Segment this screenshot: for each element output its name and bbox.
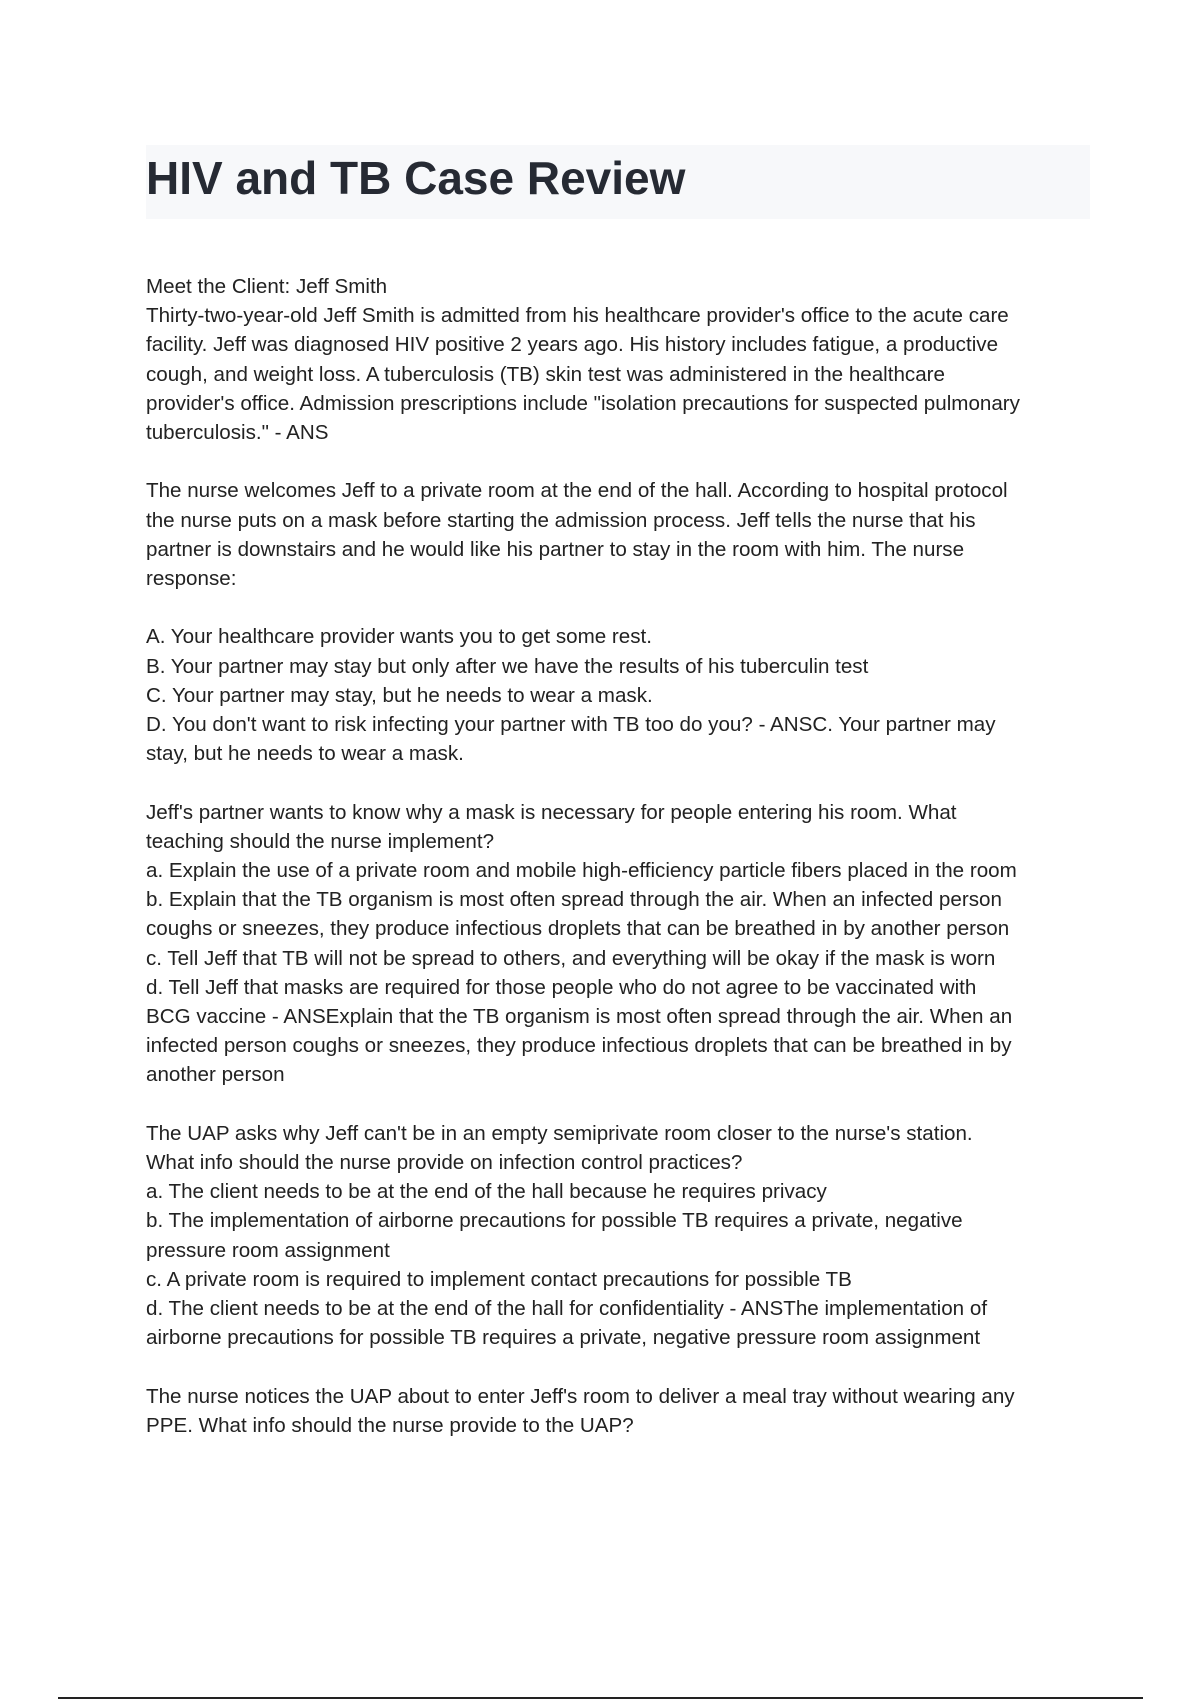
text-line: the nurse puts on a mask before starting the admission process. Jeff tells the nurse that his (146, 508, 976, 532)
question-text: PPE. What info should the nurse provide to the UAP? (146, 1413, 634, 1437)
answer-option: D. You don't want to risk infecting your partner with TB too do you? - ANSC. Your partner may (146, 713, 996, 737)
answer-option: a. Explain the use of a private room and mobile high-efficiency particle fibers placed in the room (146, 859, 1017, 883)
text-line: stay, but he needs to wear a mask. (146, 742, 464, 766)
answer-option: d. The client needs to be at the end of the hall for confidentiality - ANSThe implementation of (146, 1297, 988, 1321)
answer-option: d. Tell Jeff that masks are required for those people who do not agree to be vaccinated with (146, 975, 977, 999)
answer-option: c. Tell Jeff that TB will not be spread to others, and everything will be okay if the mask is worn (146, 946, 996, 970)
answer-option: A. Your healthcare provider wants you to get some rest. (146, 625, 652, 649)
text-line: BCG vaccine - ANSExplain that the TB organism is most often spread through the air. When an (146, 1005, 1013, 1029)
question-text: What info should the nurse provide on infection control practices? (146, 1151, 743, 1175)
question-text: Jeff's partner wants to know why a mask is necessary for people entering his room. What (146, 800, 957, 824)
paragraph-spacer (146, 593, 1090, 622)
answer-option: c. A private room is required to implement contact precautions for possible TB (146, 1267, 852, 1291)
text-line: coughs or sneezes, they produce infectious droplets that can be breathed in by another person (146, 917, 1010, 941)
page-bottom-rule (58, 1697, 1143, 1699)
text-line: facility. Jeff was diagnosed HIV positive 2 years ago. His history includes fatigue, a productive (146, 333, 999, 357)
answer-option: C. Your partner may stay, but he needs to wear a mask. (146, 683, 653, 707)
text-line: Meet the Client: Jeff Smith (146, 275, 388, 298)
text-line: infected person coughs or sneezes, they produce infectious droplets that can be breathed in by (146, 1034, 1012, 1058)
document-body (146, 272, 1090, 1440)
text-line: Thirty-two-year-old Jeff Smith is admitted from his healthcare provider's office to the acute care (146, 304, 1009, 328)
paragraph-spacer (146, 1090, 1090, 1119)
question-text: teaching should the nurse implement? (146, 829, 495, 853)
question-partner-stay (146, 622, 1090, 768)
text-line: provider's office. Admission prescriptions include "isolation precautions for suspected pulmonary (146, 391, 1020, 415)
text-line: airborne precautions for possible TB requires a private, negative pressure room assignment (146, 1326, 981, 1350)
answer-option: B. Your partner may stay but only after we have the results of his tuberculin test (146, 654, 869, 678)
question-mask-teaching (146, 798, 1090, 1090)
question-uap-ppe (146, 1382, 1090, 1440)
page-title: HIV and TB Case Review (146, 152, 686, 204)
text-line: cough, and weight loss. A tuberculosis (TB) skin test was administered in the healthcare (146, 362, 945, 386)
text-line: The nurse welcomes Jeff to a private room at the end of the hall. According to hospital protocol (146, 479, 1008, 503)
text-line: response: (146, 567, 237, 591)
text-line: tuberculosis." - ANS (146, 421, 329, 445)
paragraph-spacer (146, 447, 1090, 476)
question-text: The nurse notices the UAP about to enter Jeff's room to deliver a meal tray without wearing any (146, 1384, 1015, 1408)
title-banner (146, 145, 1090, 219)
text-line: partner is downstairs and he would like his partner to stay in the room with him. The nurse (146, 537, 965, 561)
paragraph-spacer (146, 768, 1090, 797)
answer-option: b. Explain that the TB organism is most often spread through the air. When an infected person (146, 888, 1002, 912)
answer-option: a. The client needs to be at the end of the hall because he requires privacy (146, 1180, 827, 1204)
text-line: pressure room assignment (146, 1238, 390, 1262)
question-room-assignment (146, 1119, 1090, 1353)
text-line: another person (146, 1063, 285, 1087)
paragraph-admission (146, 476, 1090, 593)
paragraph-spacer (146, 1352, 1090, 1381)
paragraph-client-intro (146, 272, 1090, 447)
question-text: The UAP asks why Jeff can't be in an empty semiprivate room closer to the nurse's station. (146, 1121, 973, 1145)
answer-option: b. The implementation of airborne precautions for possible TB requires a private, negative (146, 1209, 963, 1233)
